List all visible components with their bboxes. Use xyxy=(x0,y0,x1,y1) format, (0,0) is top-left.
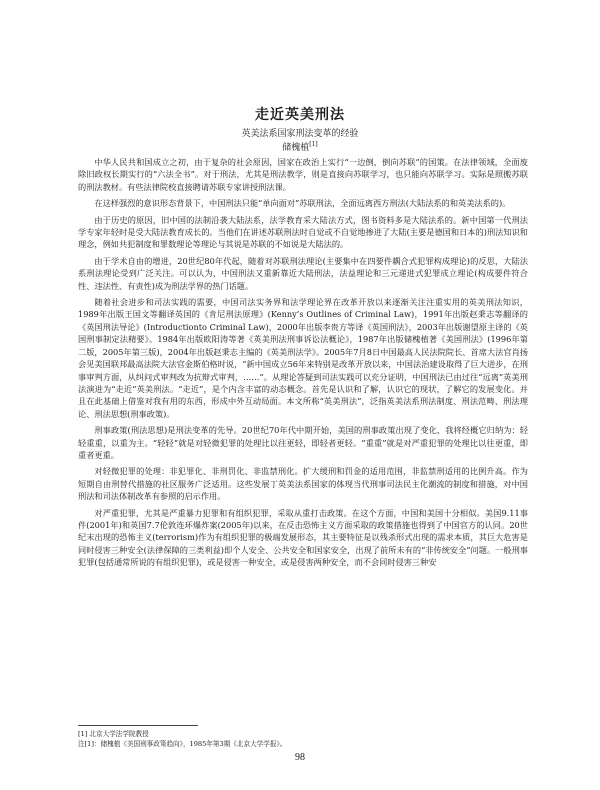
footnote-divider xyxy=(78,725,198,726)
footnote-item: 注[1]：储槐植《美国刑事政策趋向》，1985年第3期《北京大学学报》。 xyxy=(78,740,287,748)
paragraph: 由于历史的原因，旧中国的法制沿袭大陆法系，法学教育采大陆法方式，图书资料多是大陆法系的。新中国第一代刑法学专家年轻时是受大陆法教育成长的。当他们在讲述苏联刑法时自觉或不自觉地掺进了大陆(主要是德国和日本的)刑法知识和理念，例如共犯制度和罪数理论等理论与其说是苏联的不如说是大陆法的。 xyxy=(78,214,528,250)
paragraph: 中华人民共和国成立之初，由于复杂的社会原因，国家在政治上实行“一边倒，倒向苏联”的国策。在法律领域，全面废除旧政权长期实行的“六法全书”。对于刑法，尤其是刑法教学，则是直接向苏联学习，也只能向苏联学习。实际是照搬苏联的刑法教材。有些法律院校直接聘请苏联专家讲授刑法课。 xyxy=(78,157,528,192)
article-body xyxy=(78,156,528,573)
article-author xyxy=(0,140,600,153)
paragraph: 随着社会进步和司法实践的需要，中国司法实务界和法学理论界在改革开放以来逐渐关注注重实用的英美刑法知识，1989年出版王国文等翻译英国的《肯尼刑法原理》(Kenny’s Outlines of Criminal Law)，1991年出版赵秉志等翻译的《英国刑法导论》(Introductionto Criminal Law)，2000年出版李贵方等译《英国刑法》，2003年出版谢望原主译的《英国刑事制定法精要》。1984年出版欧阳涛等著《英美刑法刑事诉讼法概论》，1987年出版储槐植著《美国刑法》(1996年第二版，2005年第三版)，2004年出版赵秉志主编的《英美刑法学》。2005年7月8日中国最高人民法院院长、首席大法官肖扬会见美国联邦最高法院大法官金斯伯格时说，“新中国成立56年来特别是改革开放以来，中国法治建设取得了巨大进步，在刑事审判方面，从纠问式审判改为抗辩式审判，……”。从理论答疑到司法实践可以充分证明，中国刑法已由过往“远离”英美刑法演进为“走近”英美刑法。“走近”，是个内含丰富的动态概念。首先是认识和了解，认识它的现状，了解它的发展变化。并且在此基础上借鉴对我有用的东西，形成中外互动局面。本文所称“英美刑法”，泛指英美法系刑法制度、刑法范畴、刑法理论、刑法思想(刑事政策)。 xyxy=(78,297,528,419)
author-name: 储槐植 xyxy=(282,143,310,153)
paragraph: 由于学术自由的增进，20世纪80年代起，随着对苏联刑法理论(主要集中在四要件耦合式犯罪构成理论)的反思，大陆法系刑法理论受到广泛关注。可以认为，中国刑法又重新靠近大陆刑法，法益理论和三元递进式犯罪成立理论(构成要件符合性、违法性、有责性)成为刑法学界的热门话题。 xyxy=(78,255,528,291)
author-footnote-mark: [1] xyxy=(309,141,318,148)
article-title: 走近英美刑法 xyxy=(255,107,345,123)
footnote-item: [1] 北京大学法学院教授 xyxy=(78,730,149,738)
article-subtitle: 英美法系国家刑法变革的经验 xyxy=(241,129,359,139)
footnotes xyxy=(78,729,528,749)
paragraph: 对严重犯罪，尤其是严重暴力犯罪和有组织犯罪，采取从重打击政策。在这个方面，中国和美国十分相似。美国9.11事件(2001年)和英国7.7伦敦连环爆炸案(2005年)以来，在反击恐怖主义方面采取的政策措施也得到了中国官方的认同。20世纪末出现的恐怖主义(terrorism)作为有组织犯罪的极端发展形态，其主要特征是以残杀形式出现的需求本质，其巨大危害是同时侵害三种安全(法律保障的三类利益)即个人安全、公共安全和国家安全，出现了前所未有的“非传统安全”问题。一般刑事犯罪(包括通常所说的有组织犯罪)，或是侵害一种安全，或是侵害两种安全，而不会同时侵害三种安 xyxy=(78,507,528,568)
paragraph: 在这样强烈的意识形态背景下，中国刑法只能“单向面对”苏联刑法，全面远离西方刑法(大陆法系的和英美法系的)。 xyxy=(94,198,511,209)
paragraph: 刑事政策(刑法思想)是刑法变革的先导。20世纪70年代中期开始，美国的刑事政策出现了变化，我将经概它归纳为：轻轻重重，以重为主。“轻轻”就是对轻微犯罪的处理比以往更轻，即轻者更轻。“重重”就是对严重犯罪的处理比以往更重，即重者更重。 xyxy=(78,425,528,460)
page-number: 98 xyxy=(295,752,305,763)
paragraph: 对轻微犯罪的处理：非犯罪化、非刑罚化、非监禁刑化。扩大缓刑和罚金的适用范围，非监禁刑适用的比例升高。作为短期自由刑替代措施的社区服务广泛适用。这些发展丁英美法系国家的体现当代刑事司法民主化潮流的制度和措施，对中国刑法和司法体制改革有参照的启示作用。 xyxy=(78,466,528,502)
